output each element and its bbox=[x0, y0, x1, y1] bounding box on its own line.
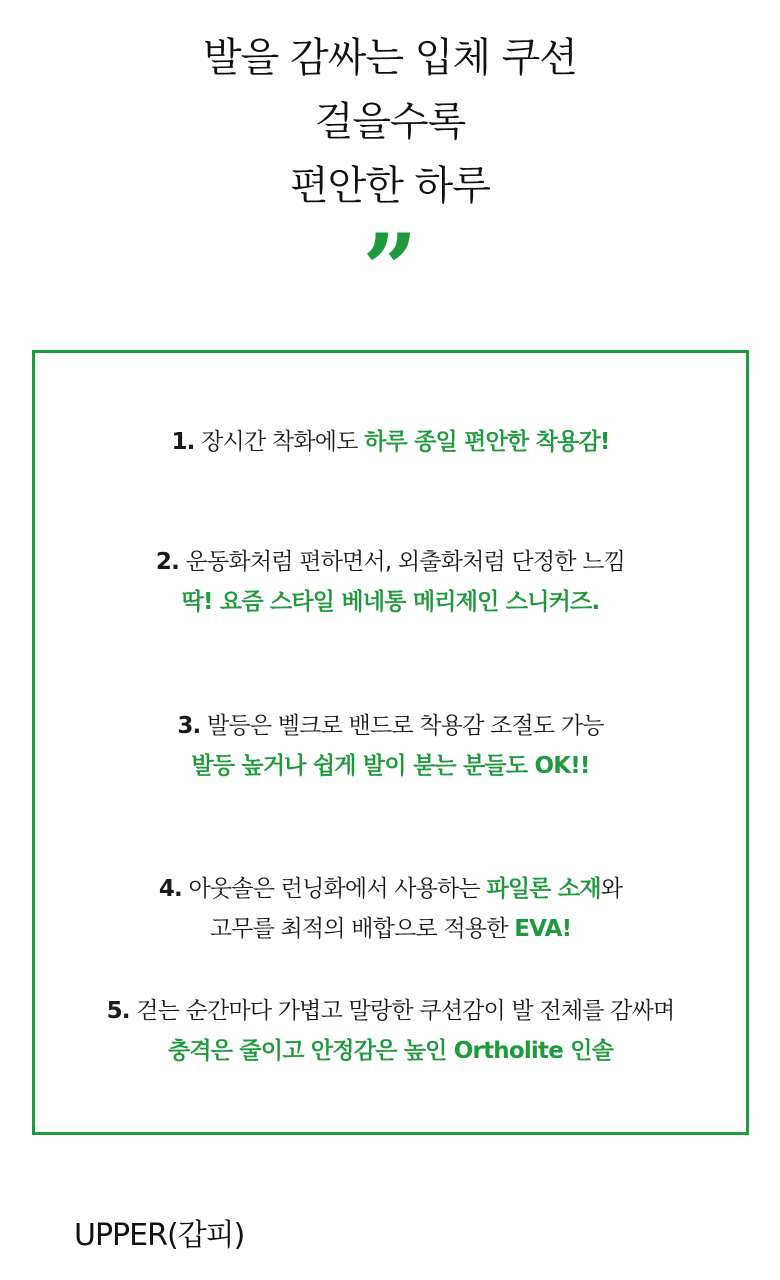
feature-3-line-1 bbox=[35, 706, 746, 746]
hero-heading bbox=[0, 26, 780, 218]
feature-2-line-1 bbox=[35, 542, 746, 582]
feature-5-text: 걷는 순간마다 가볍고 말랑한 쿠션감이 발 전체를 감싸며 bbox=[136, 998, 675, 1024]
feature-2-number: 2. bbox=[155, 549, 180, 575]
feature-5-highlight: 충격은 줄이고 안정감은 높인 Ortholite 인솔 bbox=[167, 1038, 614, 1064]
hero-line-3: 편안한 하루 bbox=[290, 163, 490, 209]
feature-4-highlight: 파일론 소재 bbox=[486, 876, 601, 902]
feature-item-3 bbox=[35, 706, 746, 786]
feature-4-highlight-2: EVA! bbox=[514, 916, 572, 942]
feature-item-4 bbox=[35, 869, 746, 949]
quote-mark-icon: ” bbox=[362, 213, 418, 326]
feature-2-text: 운동화처럼 편하면서, 외출화처럼 단정한 느낌 bbox=[185, 549, 626, 575]
feature-3-highlight: 발등 높거나 쉽게 발이 붇는 분들도 OK!! bbox=[191, 753, 590, 779]
feature-2-highlight: 딱! 요즘 스타일 베네통 메리제인 스니커즈. bbox=[181, 589, 600, 615]
feature-3-text: 발등은 벨크로 밴드로 착용감 조절도 가능 bbox=[207, 713, 604, 739]
feature-4-text-2: 고무를 최적의 배합으로 적용한 bbox=[209, 916, 515, 942]
feature-4-number: 4. bbox=[158, 876, 182, 902]
feature-list-box bbox=[32, 350, 749, 1135]
hero-line-1: 발을 감싸는 입체 쿠션 bbox=[203, 35, 577, 81]
section-title-upper: UPPER(갑피) bbox=[74, 1218, 245, 1253]
feature-1-line-1 bbox=[35, 422, 746, 462]
feature-1-number: 1. bbox=[171, 429, 195, 455]
feature-item-5 bbox=[35, 991, 746, 1071]
feature-5-line-1 bbox=[35, 991, 746, 1031]
feature-1-text: 장시간 착화에도 bbox=[201, 429, 365, 455]
feature-3-number: 3. bbox=[177, 713, 201, 739]
feature-1-highlight: 하루 종일 편안한 착용감! bbox=[364, 429, 610, 455]
hero-line-2: 걸을수록 bbox=[314, 99, 466, 145]
feature-4-line-1 bbox=[35, 869, 746, 909]
feature-4-line-2 bbox=[35, 909, 746, 949]
feature-item-2 bbox=[35, 542, 746, 622]
feature-4-suffix: 와 bbox=[600, 876, 623, 902]
feature-item-1 bbox=[35, 422, 746, 462]
feature-5-number: 5. bbox=[106, 998, 130, 1024]
feature-4-text: 아웃솔은 런닝화에서 사용하는 bbox=[188, 876, 487, 902]
